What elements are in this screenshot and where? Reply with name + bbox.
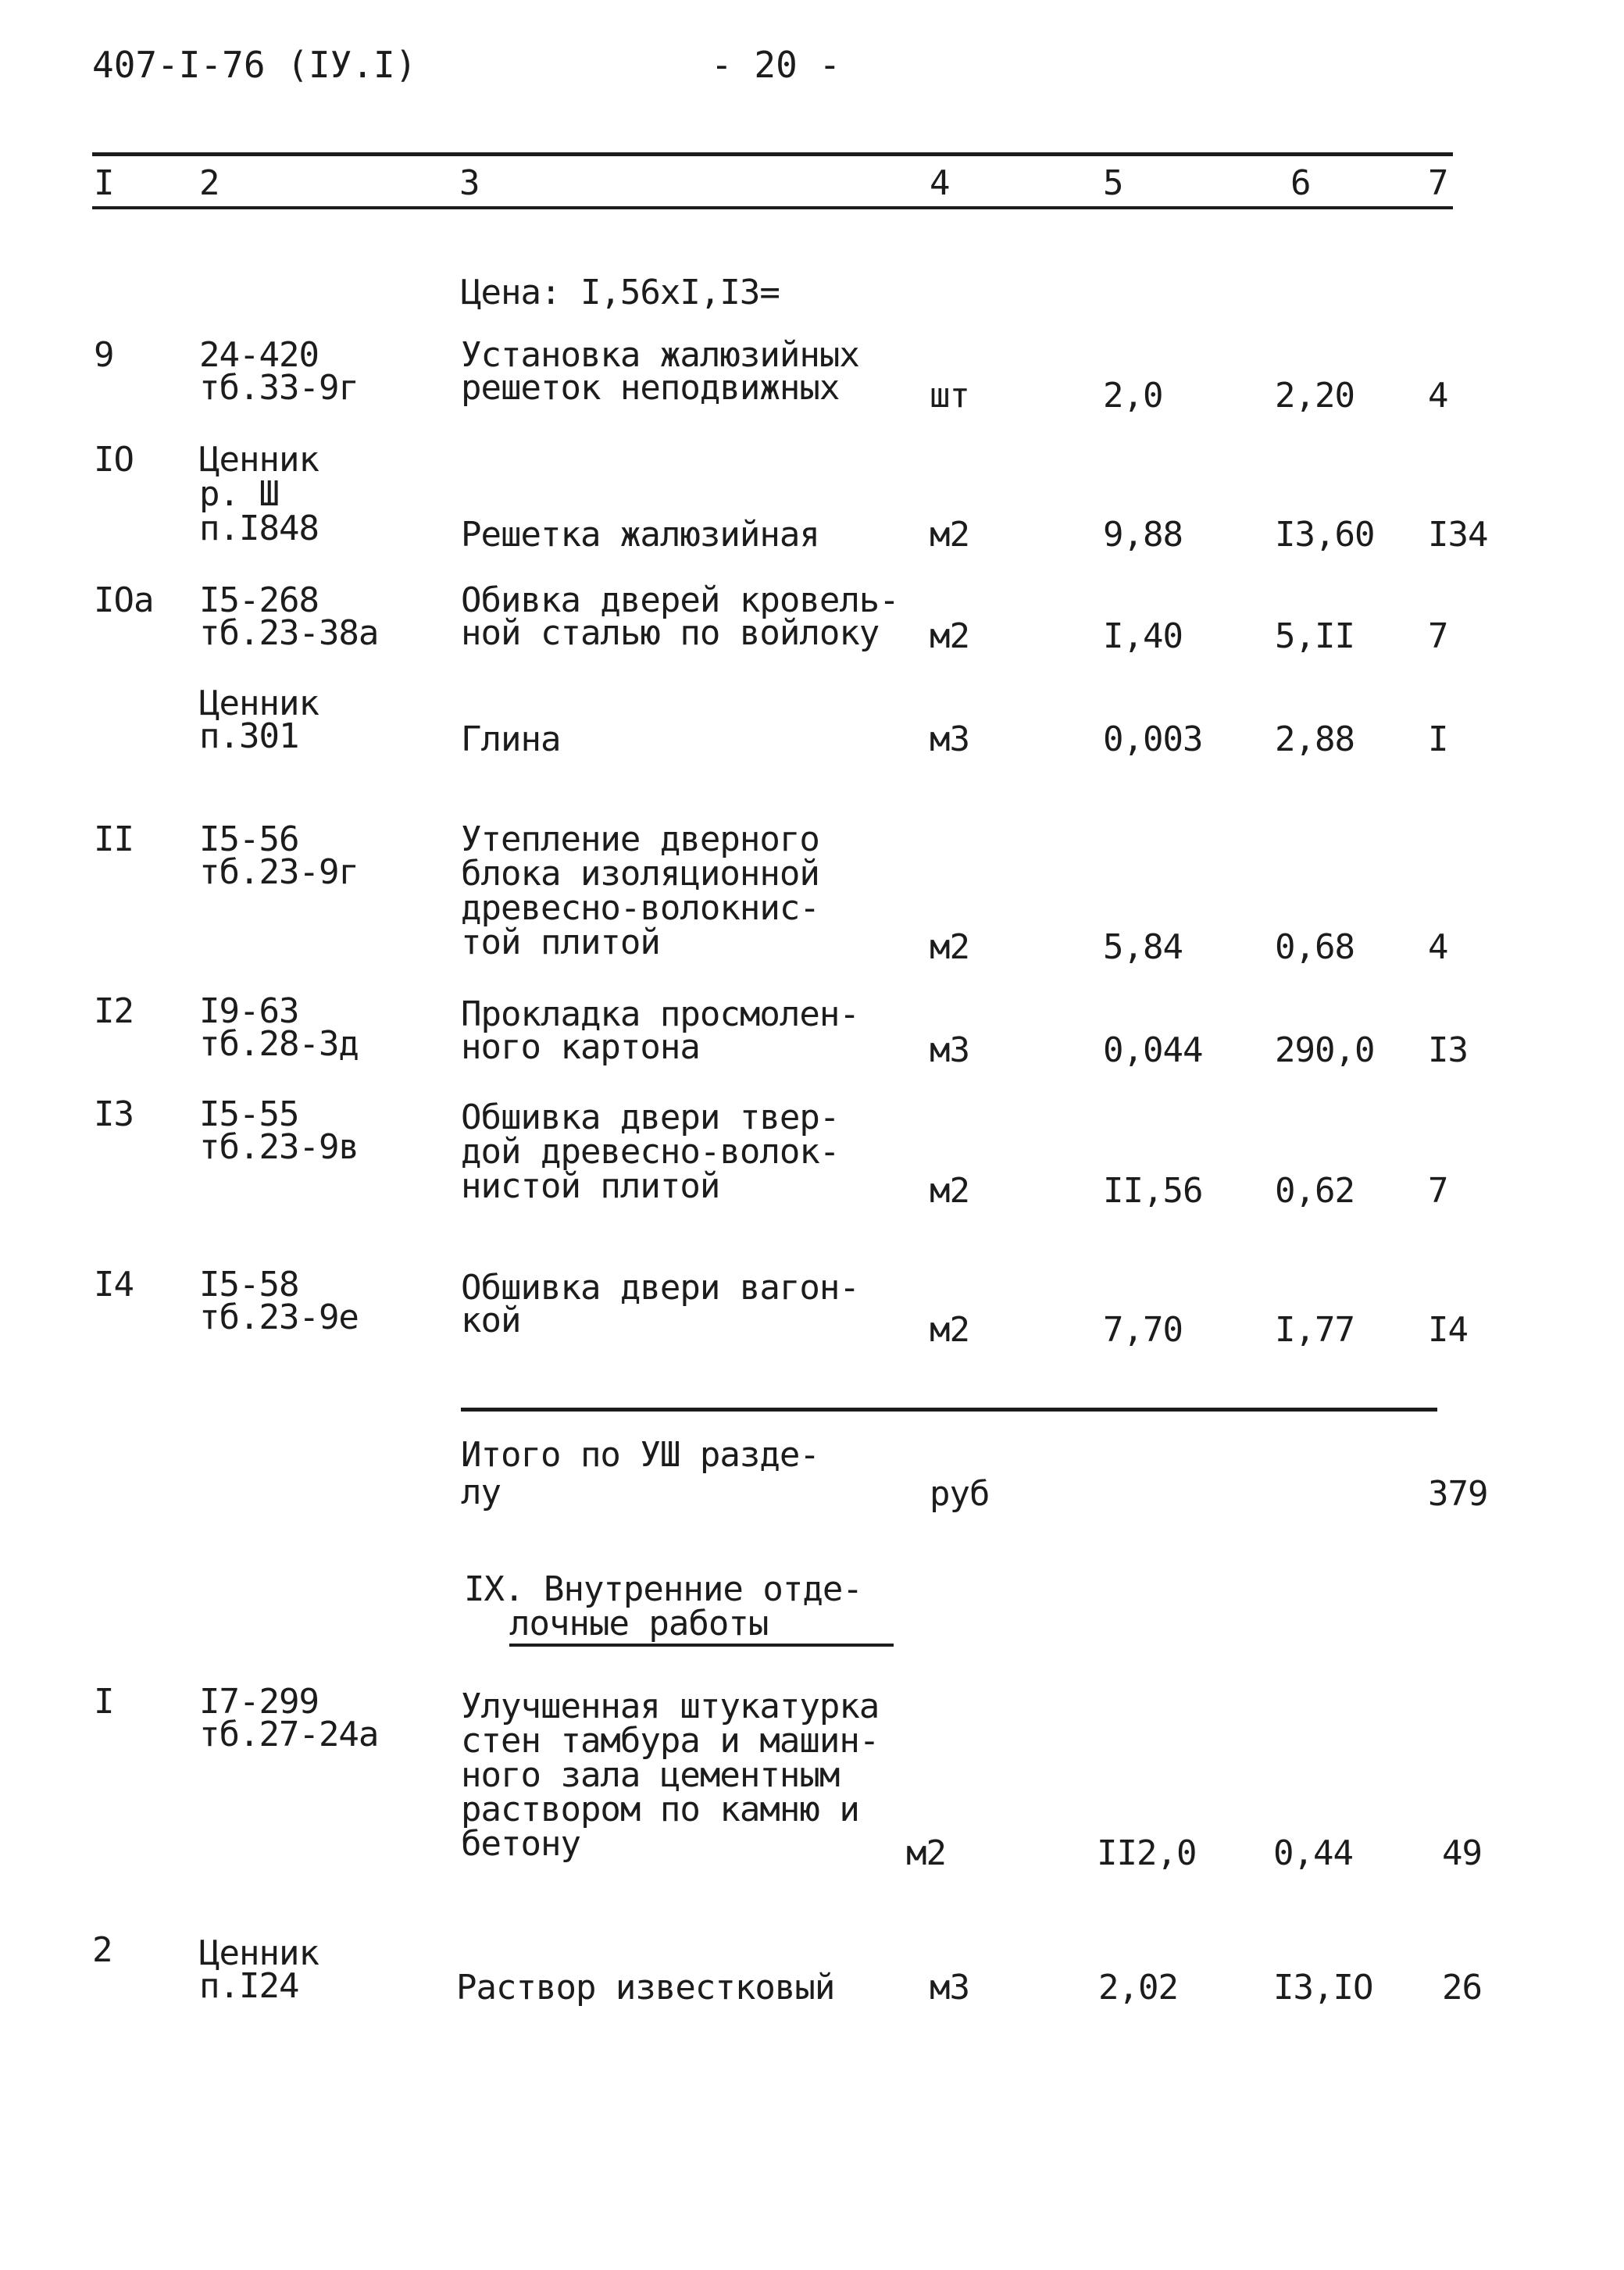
unit-price: 290,0	[1275, 1030, 1375, 1070]
cost: 7	[1428, 616, 1448, 656]
work-description: Раствор известковый	[456, 1968, 835, 2008]
norm-code: тб.28-3д	[199, 1024, 359, 1064]
unit-price: I3,60	[1275, 515, 1375, 555]
norm-code: I9-63	[199, 991, 299, 1031]
work-description: Прокладка просмолен-	[461, 994, 859, 1034]
work-description: Обшивка двери вагон-	[461, 1268, 859, 1308]
row-number: I3	[94, 1094, 134, 1134]
work-description: нистой плитой	[461, 1166, 720, 1206]
row-number: IO	[94, 440, 134, 480]
cost: 49	[1442, 1833, 1482, 1873]
cost: 4	[1428, 927, 1448, 967]
work-description: решеток неподвижных	[461, 368, 840, 408]
work-description: Обивка дверей кровель-	[461, 580, 899, 620]
unit: м2	[930, 515, 969, 555]
cost: I34	[1428, 515, 1488, 555]
unit-price: I,77	[1275, 1310, 1355, 1350]
work-description: Утепление дверного	[461, 819, 819, 859]
norm-code: тб.27-24а	[199, 1715, 379, 1754]
norm-code: 24-420	[199, 335, 319, 375]
total-label: лу	[461, 1472, 501, 1512]
total-value: 379	[1428, 1474, 1488, 1514]
quantity: 0,044	[1103, 1030, 1203, 1070]
work-description: той плитой	[461, 923, 660, 962]
section-title: IX. Внутренние отде-	[464, 1569, 862, 1609]
quantity: I,40	[1103, 616, 1183, 656]
work-description: Улучшенная штукатурка	[461, 1686, 880, 1726]
work-description: блока изоляционной	[461, 854, 819, 894]
work-description: ного зала цементным	[461, 1755, 840, 1795]
unit: шт	[930, 376, 969, 416]
cost: I3	[1428, 1030, 1468, 1070]
unit-price: 2,88	[1275, 719, 1355, 759]
unit: м2	[930, 1171, 969, 1211]
total-unit: руб	[930, 1474, 990, 1514]
column-header-3: 3	[459, 163, 480, 203]
norm-code: Ценник	[199, 683, 319, 723]
work-description: бетону	[461, 1824, 580, 1864]
column-header-5: 5	[1103, 163, 1123, 203]
row-number: 9	[94, 335, 114, 375]
table-top-rule	[92, 152, 1453, 156]
cost: I	[1428, 719, 1448, 759]
row-number: I	[94, 1682, 114, 1722]
norm-code: тб.33-9г	[199, 368, 359, 408]
column-header-2: 2	[199, 163, 220, 203]
unit: м2	[930, 616, 969, 656]
unit: м2	[906, 1833, 946, 1873]
row-number: I2	[94, 991, 134, 1031]
unit-price: 0,68	[1275, 927, 1355, 967]
norm-code: Ценник	[199, 440, 319, 480]
unit: м2	[930, 927, 969, 967]
unit-price: I3,IO	[1273, 1968, 1373, 2008]
quantity: 0,003	[1103, 719, 1203, 759]
norm-code: I5-58	[199, 1265, 299, 1305]
norm-code: тб.23-9в	[199, 1127, 359, 1167]
unit-price: 0,62	[1275, 1171, 1355, 1211]
norm-code: п.301	[199, 716, 299, 756]
norm-code: р. Ш	[199, 474, 279, 514]
quantity: 9,88	[1103, 515, 1183, 555]
cost: 7	[1428, 1171, 1448, 1211]
quantity: 2,0	[1103, 376, 1163, 416]
norm-code: п.I848	[199, 509, 319, 548]
cost: 4	[1428, 376, 1448, 416]
unit: м3	[930, 1030, 969, 1070]
column-header-6: 6	[1290, 163, 1311, 203]
norm-code: тб.23-38а	[199, 613, 379, 653]
norm-code: п.I24	[199, 1966, 299, 2006]
row-number: 2	[92, 1930, 112, 1970]
unit-price: 0,44	[1273, 1833, 1353, 1873]
unit-price: 5,II	[1275, 616, 1355, 656]
work-description: раствором по камню и	[461, 1790, 859, 1829]
work-description: ной сталью по войлоку	[461, 613, 880, 653]
row-number: I4	[94, 1265, 134, 1305]
total-label: Итого по УШ разде-	[461, 1435, 819, 1475]
page-number: - 20 -	[711, 44, 841, 86]
quantity: 7,70	[1103, 1310, 1183, 1350]
norm-code: I5-55	[199, 1094, 299, 1134]
work-description: древесно-волокнис-	[461, 888, 819, 928]
total-rule	[461, 1408, 1437, 1412]
cost: 26	[1442, 1968, 1482, 2008]
row-number: II	[94, 819, 134, 859]
work-description: стен тамбура и машин-	[461, 1721, 880, 1761]
quantity: 5,84	[1103, 927, 1183, 967]
column-header-rule	[92, 206, 1453, 209]
quantity: II,56	[1103, 1171, 1203, 1211]
row-number: IOа	[94, 580, 154, 620]
column-header-7: 7	[1428, 163, 1448, 203]
norm-code: тб.23-9е	[199, 1297, 359, 1337]
norm-code: I7-299	[199, 1682, 319, 1722]
work-description: ного картона	[461, 1027, 700, 1067]
quantity: 2,02	[1098, 1968, 1178, 2008]
section-title: лочные работы	[509, 1604, 769, 1644]
price-note: Цена: I,56xI,I3=	[461, 273, 780, 312]
unit: м3	[930, 719, 969, 759]
norm-code: I5-268	[199, 580, 319, 620]
work-description: Глина	[461, 719, 561, 759]
quantity: II2,0	[1097, 1833, 1197, 1873]
cost: I4	[1428, 1310, 1468, 1350]
unit: м2	[930, 1310, 969, 1350]
norm-code: I5-56	[199, 819, 299, 859]
norm-code: тб.23-9г	[199, 852, 359, 892]
work-description: Установка жалюзийных	[461, 335, 859, 375]
document-code: 407-I-76 (IУ.I)	[92, 44, 417, 86]
column-header-4: 4	[930, 163, 950, 203]
work-description: кой	[461, 1301, 521, 1340]
unit-price: 2,20	[1275, 376, 1355, 416]
section-title-underline	[509, 1644, 894, 1647]
column-header-1: I	[94, 163, 114, 203]
work-description: Обшивка двери твер-	[461, 1098, 840, 1137]
work-description: дой древесно-волок-	[461, 1132, 840, 1172]
work-description: Решетка жалюзийная	[461, 515, 819, 555]
norm-code: Ценник	[199, 1933, 319, 1973]
unit: м3	[930, 1968, 969, 2008]
